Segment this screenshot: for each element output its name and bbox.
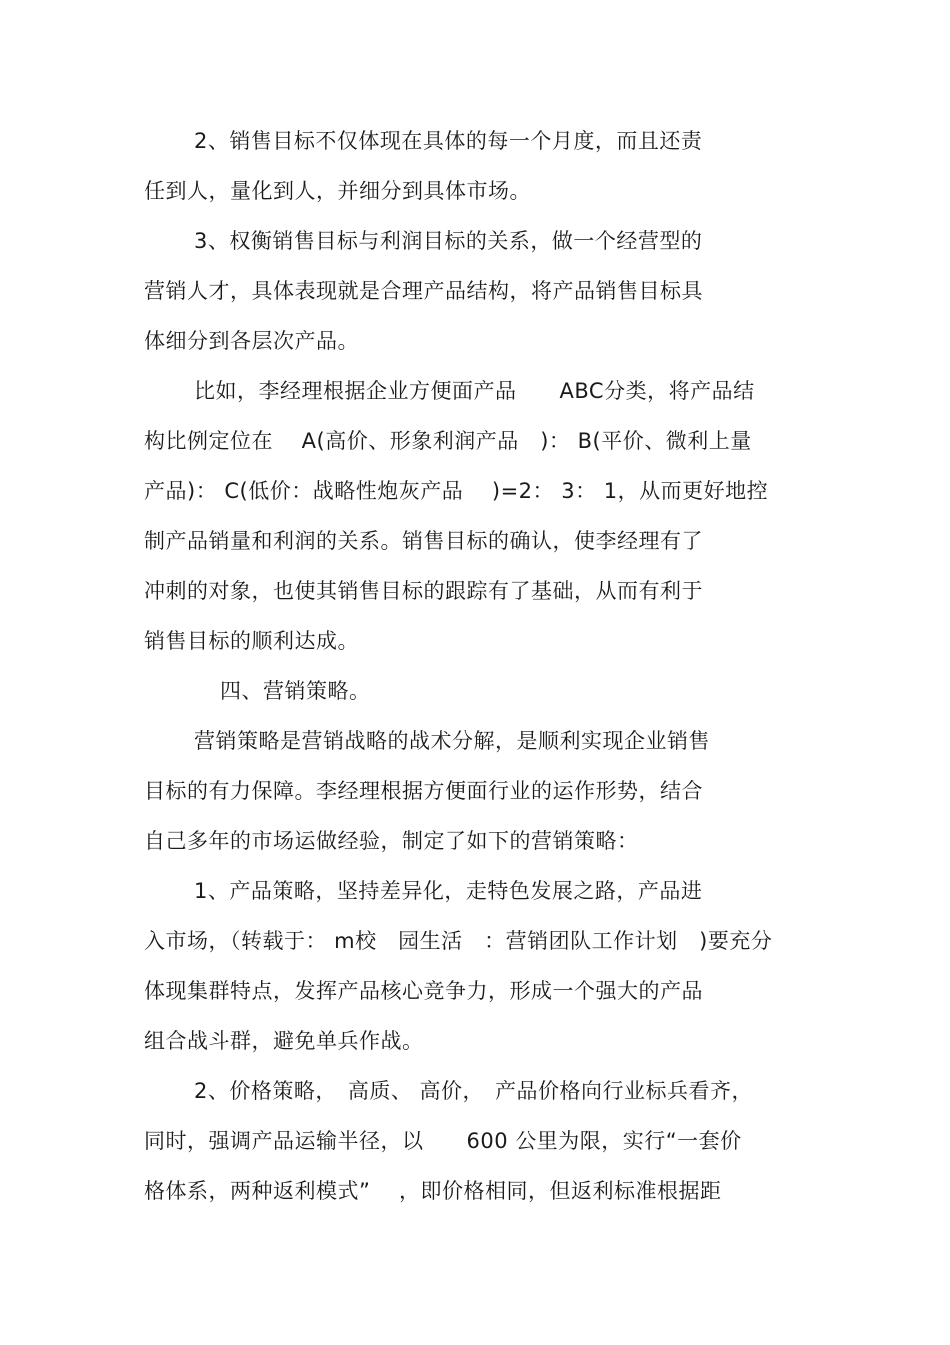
text-line: 营销人才，具体表现就是合理产品结构，将产品销售目标具: [144, 279, 703, 303]
text-line: 格体系，两种返利模式” ，即价格相同，但返利标准根据距: [144, 1179, 722, 1203]
text-line: 目标的有力保障。李经理根据方便面行业的运作形势，结合: [144, 779, 703, 803]
text-line: 任到人，量化到人，并细分到具体市场。: [144, 179, 531, 203]
section-heading: 四、营销策略。: [220, 679, 371, 703]
text-line: 构比例定位在 A(高价、形象利润产品 )： B(平价、微利上量: [144, 429, 752, 453]
text-line: 同时，强调产品运输半径，以 600 公里为限，实行“一套价: [144, 1129, 742, 1153]
text-line: 产品)： C(低价：战略性炮灰产品 )=2： 3： 1，从而更好地控: [144, 479, 769, 503]
text-line: 入市场，（转载于： m校 园生活 ：营销团队工作计划 )要充分: [144, 929, 773, 953]
text-line: 体现集群特点，发挥产品核心竞争力，形成一个强大的产品: [144, 979, 703, 1003]
text-line: 2、价格策略， 高质、 高价， 产品价格向行业标兵看齐，: [194, 1079, 754, 1103]
text-line: 冲刺的对象，也使其销售目标的跟踪有了基础，从而有利于: [144, 579, 703, 603]
text-line: 体细分到各层次产品。: [144, 329, 359, 353]
text-line: 1、产品策略，坚持差异化，走特色发展之路，产品进: [194, 879, 703, 903]
text-line: 组合战斗群，避免单兵作战。: [144, 1029, 424, 1053]
text-line: 营销策略是营销战略的战术分解，是顺利实现企业销售: [194, 729, 710, 753]
text-line: 2、销售目标不仅体现在具体的每一个月度，而且还责: [194, 129, 703, 153]
text-line: 自己多年的市场运做经验，制定了如下的营销策略：: [144, 829, 639, 853]
text-line: 比如，李经理根据企业方便面产品 ABC分类，将产品结: [194, 379, 755, 403]
text-line: 3、权衡销售目标与利润目标的关系，做一个经营型的: [194, 229, 703, 253]
text-line: 销售目标的顺利达成。: [144, 629, 359, 653]
text-line: 制产品销量和利润的关系。销售目标的确认，使李经理有了: [144, 529, 703, 553]
